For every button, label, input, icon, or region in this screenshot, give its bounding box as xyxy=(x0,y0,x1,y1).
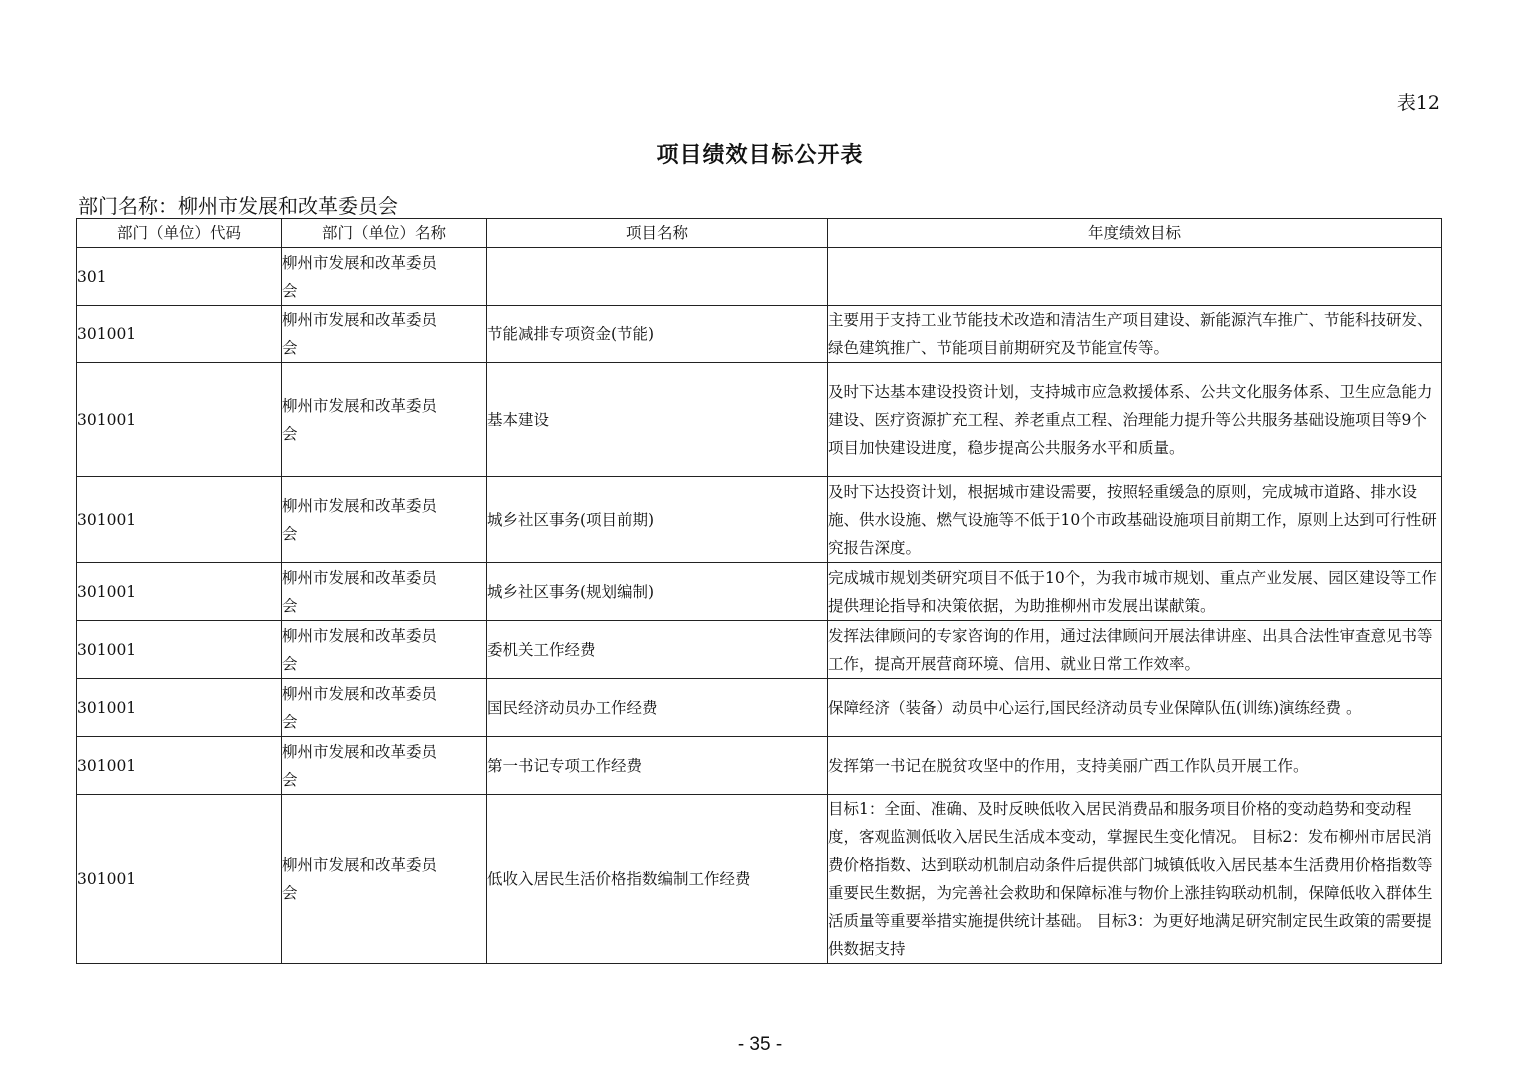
dept-name-line-2: 会 xyxy=(282,281,298,300)
dept-name-line-2: 会 xyxy=(282,424,298,443)
department-name: 部门名称：柳州市发展和改革委员会 xyxy=(78,194,398,218)
cell-project-name: 委机关工作经费 xyxy=(487,621,828,679)
cell-dept-code: 301001 xyxy=(77,737,282,795)
table-row xyxy=(77,363,1442,477)
page-number: - 35 - xyxy=(737,1034,783,1055)
cell-project-name xyxy=(487,248,828,306)
cell-annual-goal: 发挥第一书记在脱贫攻坚中的作用，支持美丽广西工作队员开展工作。 xyxy=(828,737,1442,795)
dept-name-line-2: 会 xyxy=(282,596,298,615)
table-row xyxy=(77,248,1442,306)
table-row xyxy=(77,795,1442,964)
col-header-project-name: 项目名称 xyxy=(487,219,828,248)
cell-annual-goal: 主要用于支持工业节能技术改造和清洁生产项目建设、新能源汽车推广、节能科技研发、绿色建筑推广、节能项目前期研究及节能宣传等。 xyxy=(828,306,1442,363)
cell-dept-name xyxy=(282,795,487,964)
cell-dept-code: 301001 xyxy=(77,795,282,964)
performance-table xyxy=(76,218,1442,964)
cell-dept-code: 301001 xyxy=(77,563,282,621)
cell-project-name: 第一书记专项工作经费 xyxy=(487,737,828,795)
cell-project-name: 节能减排专项资金(节能) xyxy=(487,306,828,363)
table-row xyxy=(77,621,1442,679)
cell-annual-goal: 保障经济（装备）动员中心运行,国民经济动员专业保障队伍(训练)演练经费 。 xyxy=(828,679,1442,737)
dept-name-line-2: 会 xyxy=(282,770,298,789)
cell-project-name: 低收入居民生活价格指数编制工作经费 xyxy=(487,795,828,964)
cell-annual-goal: 及时下达投资计划，根据城市建设需要，按照轻重缓急的原则，完成城市道路、排水设施、供水设施、燃气设施等不低于10个市政基础设施项目前期工作，原则上达到可行性研究报告深度。 xyxy=(828,477,1442,563)
cell-dept-name xyxy=(282,737,487,795)
dept-name-line-2: 会 xyxy=(282,524,298,543)
cell-project-name: 国民经济动员办工作经费 xyxy=(487,679,828,737)
dept-name-line-1: 柳州市发展和改革委员 xyxy=(282,311,438,329)
table-row xyxy=(77,306,1442,363)
cell-dept-code: 301001 xyxy=(77,621,282,679)
dept-name-line-1: 柳州市发展和改革委员 xyxy=(282,742,438,761)
cell-dept-name xyxy=(282,248,487,306)
table-row xyxy=(77,563,1442,621)
cell-project-name: 基本建设 xyxy=(487,363,828,477)
cell-dept-code: 301001 xyxy=(77,679,282,737)
cell-dept-name xyxy=(282,363,487,477)
page-title: 项目绩效目标公开表 xyxy=(656,142,864,168)
cell-annual-goal: 发挥法律顾问的专家咨询的作用，通过法律顾问开展法律讲座、出具合法性审查意见书等工作，提高开展营商环境、信用、就业日常工作效率。 xyxy=(828,621,1442,679)
table-header-row xyxy=(77,219,1442,248)
cell-dept-name xyxy=(282,306,487,363)
cell-annual-goal xyxy=(828,248,1442,306)
cell-dept-code: 301001 xyxy=(77,477,282,563)
cell-dept-name xyxy=(282,477,487,563)
cell-project-name: 城乡社区事务(项目前期) xyxy=(487,477,828,563)
col-header-dept-name: 部门（单位）名称 xyxy=(282,219,487,248)
dept-name-line-1: 柳州市发展和改革委员 xyxy=(282,496,438,515)
dept-name-line-1: 柳州市发展和改革委员 xyxy=(282,856,438,874)
table-row xyxy=(77,477,1442,563)
cell-annual-goal: 目标1：全面、准确、及时反映低收入居民消费品和服务项目价格的变动趋势和变动程度，客观监测低收入居民生活成本变动，掌握民生变化情况。 目标2：发布柳州市居民消费价格指数、达到联动机制启动条件后提供部门城镇低收入居民基本生活费用价格指数等重要民生数据，为完善社会救助和保障标准与物价上涨挂钩联动机制，保障低收入群体生活质量等重要举措实施提供统计基础。 目标3：为更好地满足研究制定民生政策的需要提供数据支持 xyxy=(828,795,1442,964)
dept-name-line-1: 柳州市发展和改革委员 xyxy=(282,684,438,703)
cell-dept-code: 301 xyxy=(77,248,282,306)
table-row xyxy=(77,737,1442,795)
dept-name-line-1: 柳州市发展和改革委员 xyxy=(282,396,438,415)
dept-name-line-2: 会 xyxy=(282,654,298,673)
dept-name-line-1: 柳州市发展和改革委员 xyxy=(282,626,438,645)
cell-project-name: 城乡社区事务(规划编制) xyxy=(487,563,828,621)
cell-annual-goal: 完成城市规划类研究项目不低于10个，为我市城市规划、重点产业发展、园区建设等工作提供理论指导和决策依据，为助推柳州市发展出谋献策。 xyxy=(828,563,1442,621)
cell-dept-code: 301001 xyxy=(77,306,282,363)
dept-name-line-2: 会 xyxy=(282,712,298,731)
dept-name-line-1: 柳州市发展和改革委员 xyxy=(282,253,438,272)
cell-annual-goal: 及时下达基本建设投资计划，支持城市应急救援体系、公共文化服务体系、卫生应急能力建设、医疗资源扩充工程、养老重点工程、治理能力提升等公共服务基础设施项目等9个项目加快建设进度，稳步提高公共服务水平和质量。 xyxy=(828,363,1442,477)
col-header-annual-goal: 年度绩效目标 xyxy=(828,219,1442,248)
dept-name-line-2: 会 xyxy=(282,884,298,902)
dept-name-line-2: 会 xyxy=(282,339,298,357)
cell-dept-name xyxy=(282,679,487,737)
table-number: 表12 xyxy=(1396,92,1440,114)
dept-name-line-1: 柳州市发展和改革委员 xyxy=(282,568,438,587)
cell-dept-code: 301001 xyxy=(77,363,282,477)
col-header-dept-code: 部门（单位）代码 xyxy=(77,219,282,248)
cell-dept-name xyxy=(282,563,487,621)
table-row xyxy=(77,679,1442,737)
cell-dept-name xyxy=(282,621,487,679)
